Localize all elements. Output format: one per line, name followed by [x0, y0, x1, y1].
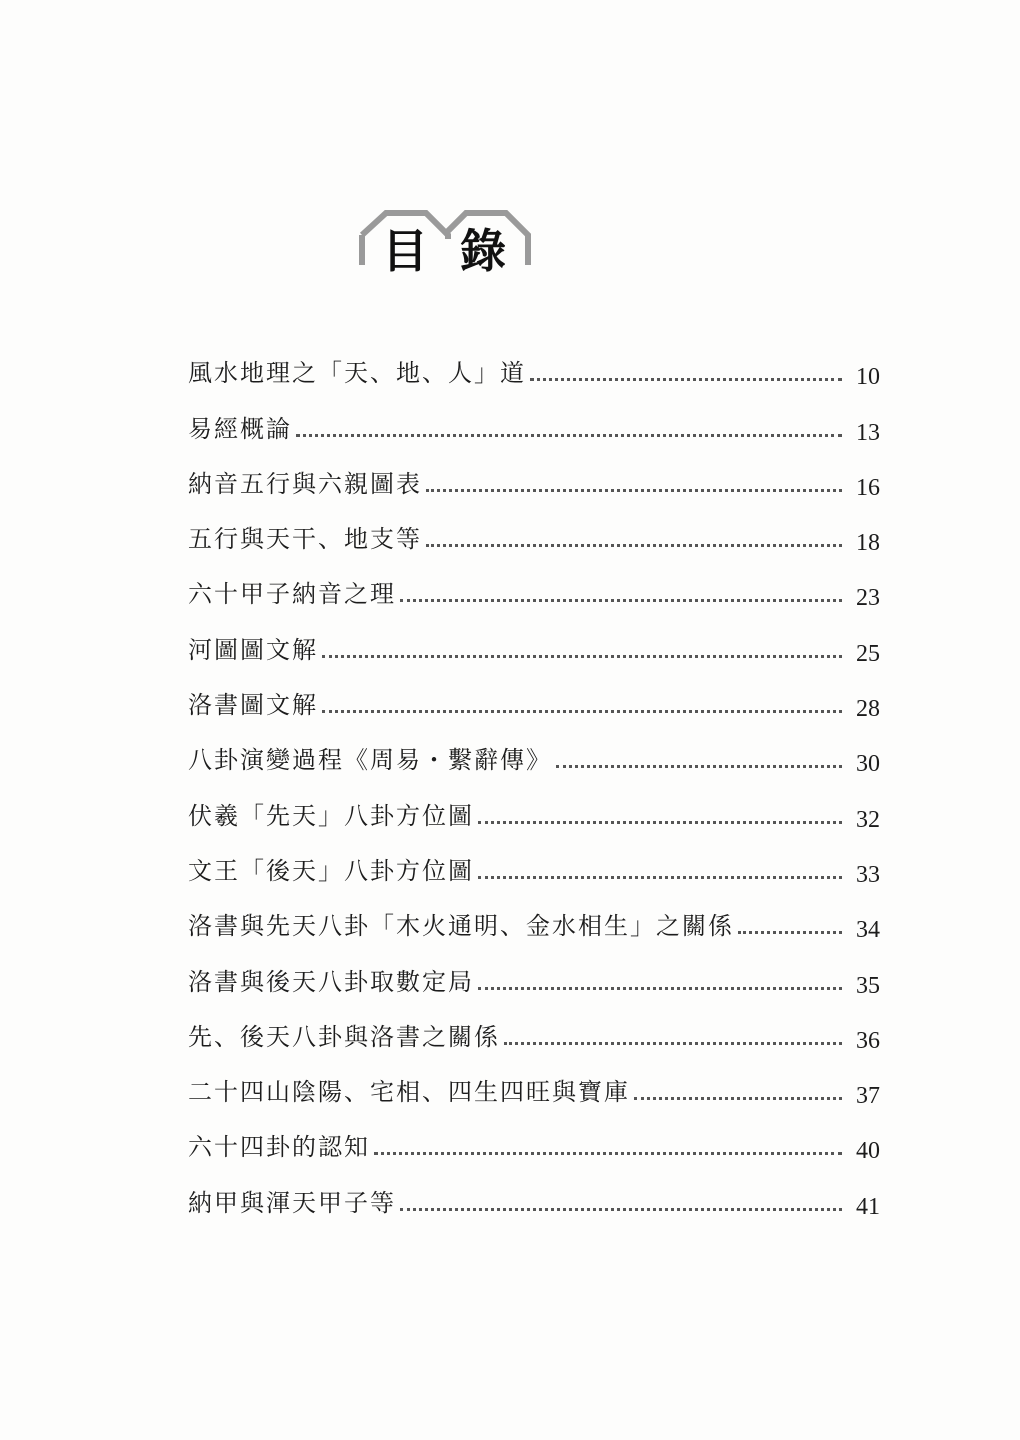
toc-entry-title: 八卦演變過程《周易・繫辭傳》 — [188, 746, 552, 775]
toc-entry-page: 30 — [856, 751, 880, 778]
dot-leader — [738, 931, 842, 934]
heading-char-lu: 錄 — [460, 224, 506, 278]
toc-entry-page: 25 — [856, 640, 880, 667]
toc-entry-page: 34 — [856, 917, 880, 944]
dot-leader — [556, 765, 842, 768]
toc-entry-page: 41 — [856, 1193, 880, 1220]
toc-entry-title: 伏羲「先天」八卦方位圖 — [188, 801, 474, 830]
dot-leader — [426, 489, 842, 492]
toc-entry-title: 文王「後天」八卦方位圖 — [188, 856, 474, 885]
dot-leader — [504, 1042, 842, 1045]
toc-entry[interactable] — [188, 616, 880, 671]
toc-entry-title: 河圖圖文解 — [188, 635, 318, 664]
dot-leader — [426, 544, 842, 547]
dot-leader — [634, 1097, 842, 1100]
toc-entry[interactable] — [188, 1114, 880, 1169]
toc-entry-title: 洛書圖文解 — [188, 691, 318, 720]
toc-heading — [356, 205, 536, 285]
toc-entry-title: 洛書與後天八卦取數定局 — [188, 967, 474, 996]
heading-char-mu: 目 — [382, 224, 428, 278]
dot-leader — [478, 987, 842, 990]
toc-entry-page: 35 — [856, 972, 880, 999]
toc-entry[interactable] — [188, 782, 880, 837]
toc-entry[interactable] — [188, 1059, 880, 1114]
toc-entry[interactable] — [188, 948, 880, 1003]
toc-entry-title: 易經概論 — [188, 414, 292, 443]
toc-entry-title: 先、後天八卦與洛書之關係 — [188, 1022, 500, 1051]
toc-entry[interactable] — [188, 893, 880, 948]
dot-leader — [530, 378, 842, 381]
toc-entry[interactable] — [188, 1004, 880, 1059]
dot-leader — [400, 599, 842, 602]
toc-entry-title: 六十甲子納音之理 — [188, 580, 396, 609]
toc-entry-page: 23 — [856, 585, 880, 612]
toc-entry-title: 六十四卦的認知 — [188, 1133, 370, 1162]
toc-entry-page: 37 — [856, 1083, 880, 1110]
toc-entry-page: 33 — [856, 861, 880, 888]
toc-entry-title: 二十四山陰陽、宅相、四生四旺與寶庫 — [188, 1078, 630, 1107]
dot-leader — [400, 1208, 842, 1211]
toc-entry-title: 五行與天干、地支等 — [188, 525, 422, 554]
toc-entry-page: 13 — [856, 419, 880, 446]
toc-entry[interactable] — [188, 340, 880, 395]
toc-entry-title: 風水地理之「天、地、人」道 — [188, 359, 526, 388]
table-of-contents — [188, 340, 880, 1225]
toc-entry[interactable] — [188, 506, 880, 561]
toc-entry[interactable] — [188, 451, 880, 506]
toc-entry-title: 納音五行與六親圖表 — [188, 469, 422, 498]
toc-entry-page: 16 — [856, 474, 880, 501]
toc-entry[interactable] — [188, 1169, 880, 1224]
toc-entry[interactable] — [188, 838, 880, 893]
toc-entry[interactable] — [188, 395, 880, 450]
dot-leader — [322, 655, 842, 658]
toc-entry[interactable] — [188, 561, 880, 616]
toc-entry-page: 32 — [856, 806, 880, 833]
toc-entry-page: 36 — [856, 1027, 880, 1054]
toc-entry-title: 納甲與渾天甲子等 — [188, 1188, 396, 1217]
toc-entry[interactable] — [188, 672, 880, 727]
dot-leader — [296, 434, 842, 437]
toc-entry-page: 40 — [856, 1138, 880, 1165]
toc-entry[interactable] — [188, 727, 880, 782]
toc-entry-title: 洛書與先天八卦「木火通明、金水相生」之關係 — [188, 912, 734, 941]
dot-leader — [374, 1152, 842, 1155]
dot-leader — [478, 821, 842, 824]
toc-entry-page: 28 — [856, 696, 880, 723]
toc-entry-page: 18 — [856, 530, 880, 557]
dot-leader — [322, 710, 842, 713]
toc-entry-page: 10 — [856, 364, 880, 391]
dot-leader — [478, 876, 842, 879]
